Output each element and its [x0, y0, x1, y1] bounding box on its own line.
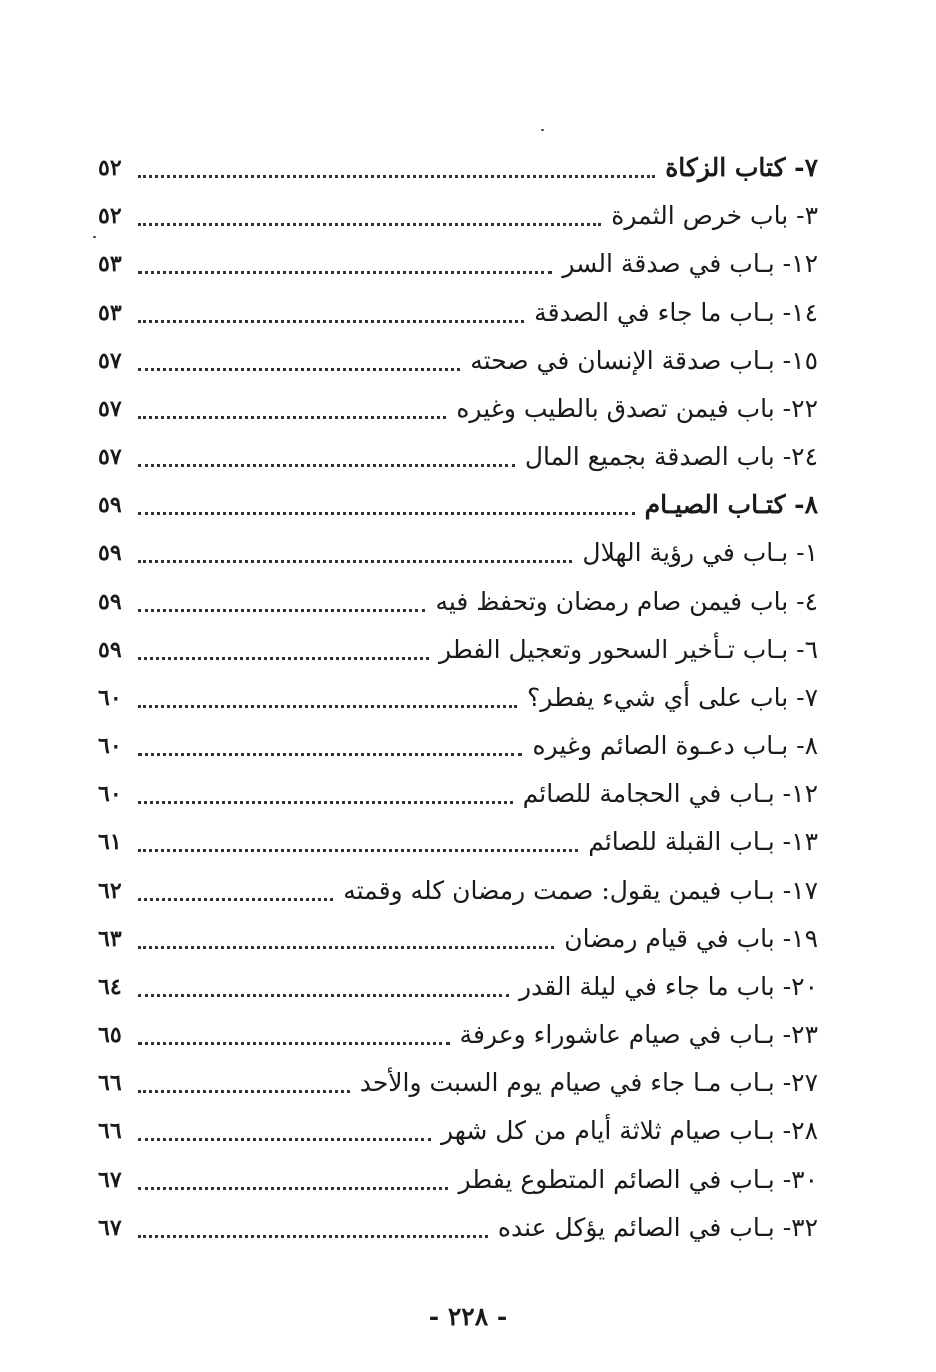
page-reference: ٥٩	[98, 588, 122, 615]
page-reference: ٦٠	[98, 684, 122, 711]
scan-speck	[541, 129, 544, 131]
dot-leader	[138, 753, 522, 756]
page-reference: ٥٧	[98, 347, 122, 374]
toc-entry	[98, 628, 818, 672]
dot-leader	[138, 849, 578, 852]
toc-entry	[98, 1109, 818, 1153]
book-heading: ٨- كتـاب الصيـام	[644, 490, 818, 520]
page-reference: ٥٣	[98, 251, 122, 278]
dot-leader	[138, 320, 524, 323]
dot-leader	[138, 512, 635, 515]
dot-leader	[138, 416, 446, 419]
toc-entry	[98, 291, 818, 335]
page-reference: ٥٧	[98, 444, 122, 471]
chapter-title: ٢٠- باب ما جاء في ليلة القدر	[519, 971, 818, 1001]
dot-leader	[138, 223, 601, 226]
toc-entry	[98, 531, 818, 575]
toc-entry	[98, 387, 818, 431]
dot-leader	[138, 560, 572, 563]
chapter-title: ٣٠- بـاب في الصائم المتطوع يفطر	[458, 1164, 818, 1194]
toc-entry	[98, 1206, 818, 1250]
dot-leader	[138, 946, 554, 949]
page-reference: ٦٧	[98, 1214, 122, 1241]
chapter-title: ١٣- بـاب القبلة للصائم	[588, 827, 818, 857]
toc-entry	[98, 820, 818, 864]
dot-leader	[138, 994, 509, 997]
page-reference: ٦٣	[98, 925, 122, 952]
chapter-title: ٧- باب على أي شيء يفطر؟	[527, 682, 818, 712]
chapter-title: ١٢- بـاب في الحجامة للصائم	[522, 779, 818, 809]
chapter-title: ١٤- بـاب ما جاء في الصدقة	[534, 297, 818, 327]
page-reference: ٥٢	[98, 203, 122, 230]
toc-entry	[98, 1158, 818, 1202]
chapter-title: ٢٧- بـاب مـا جاء في صيام يوم السبت والأحد	[359, 1068, 818, 1098]
dot-leader	[138, 1042, 450, 1045]
toc-entry	[98, 435, 818, 479]
page-reference: ٦٤	[98, 973, 122, 1000]
toc-entry	[98, 194, 818, 238]
chapter-title: ٤- باب فيمن صام رمضان وتحفظ فيه	[435, 586, 818, 616]
toc-entry	[98, 242, 818, 286]
page-reference: ٥٧	[98, 395, 122, 422]
toc-entry	[98, 772, 818, 816]
toc-entry	[98, 869, 818, 913]
dot-leader	[138, 1235, 488, 1238]
chapter-title: ١- بـاب في رؤية الهلال	[582, 538, 818, 568]
toc-entry	[98, 1013, 818, 1057]
chapter-title: ٣- باب خرص الثمرة	[611, 201, 818, 231]
dot-leader	[138, 271, 552, 274]
page-reference: ٦٠	[98, 733, 122, 760]
chapter-title: ٢٣- بـاب في صيام عاشوراء وعرفة	[459, 1020, 818, 1050]
dot-leader	[138, 609, 425, 612]
page-reference: ٥٩	[98, 540, 122, 567]
book-heading: ٧- كتاب الزكاة	[665, 153, 818, 182]
table-of-contents	[98, 146, 818, 1250]
page-reference: ٦٧	[98, 1166, 122, 1193]
dot-leader	[138, 898, 333, 901]
chapter-title: ١٩- باب في قيام رمضان	[564, 923, 818, 953]
toc-entry	[98, 676, 818, 720]
chapter-title: ٢٨- بـاب صيام ثلاثة أيام من كل شهر	[441, 1116, 818, 1146]
toc-entry	[98, 339, 818, 383]
page-reference: ٥٢	[98, 155, 122, 181]
chapter-title: ١٥- بـاب صدقة الإنسان في صحته	[470, 345, 818, 375]
page-reference: ٦٠	[98, 781, 122, 808]
chapter-title: ٢٢- باب فيمن تصدق بالطيب وغيره	[456, 393, 818, 423]
page-reference: ٦٥	[98, 1022, 122, 1049]
dot-leader	[138, 1090, 350, 1093]
chapter-title: ٢٤- باب الصدقة بجميع المال	[524, 442, 818, 472]
dot-leader	[138, 368, 460, 371]
page-reference: ٦٢	[98, 877, 122, 904]
dot-leader	[138, 1138, 431, 1141]
toc-entry	[98, 580, 818, 624]
chapter-title: ١٧- بـاب فيمن يقول: صمت رمضان كله وقمته	[343, 875, 818, 905]
toc-entry	[98, 146, 818, 190]
toc-entry	[98, 965, 818, 1009]
page-reference: ٥٣	[98, 299, 122, 326]
page-reference: ٦٦	[98, 1070, 122, 1097]
toc-entry	[98, 483, 818, 527]
dot-leader	[138, 801, 513, 804]
dot-leader	[138, 464, 515, 467]
toc-entry	[98, 1061, 818, 1105]
toc-entry	[98, 917, 818, 961]
page-reference: ٦١	[98, 829, 122, 856]
page-reference: ٦٦	[98, 1118, 122, 1145]
dot-leader	[138, 175, 655, 178]
scan-speck	[93, 236, 96, 238]
dot-leader	[138, 1187, 448, 1190]
chapter-title: ٨- بـاب دعـوة الصائم وغيره	[532, 731, 818, 761]
dot-leader	[138, 705, 517, 708]
page-number-footer: - ٢٢٨ -	[428, 1302, 508, 1331]
toc-entry	[98, 724, 818, 768]
dot-leader	[138, 657, 429, 660]
chapter-title: ٣٢- بـاب في الصائم يؤكل عنده	[497, 1212, 818, 1242]
chapter-title: ١٢- بـاب في صدقة السر	[562, 249, 818, 279]
page-reference: ٥٩	[98, 636, 122, 663]
page-reference: ٥٩	[98, 492, 122, 519]
chapter-title: ٦- بـاب تـأخير السحور وتعجيل الفطر	[439, 634, 818, 664]
